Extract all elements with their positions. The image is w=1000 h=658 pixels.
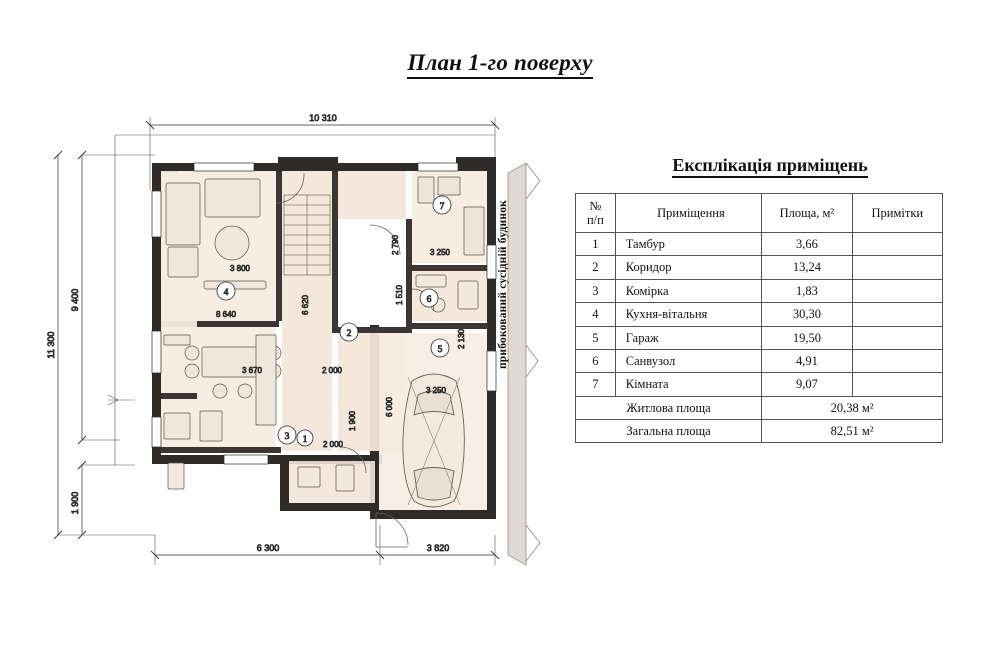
cell-number: 1: [576, 233, 616, 256]
dim-bath-w: 2 130: [457, 328, 466, 350]
cell-number: 2: [576, 256, 616, 279]
table-header-row: [576, 194, 943, 233]
dim-bath-h: 1 510: [395, 284, 404, 306]
dim-kitchen-h: 8 640: [215, 310, 237, 319]
cell-area: 4,91: [762, 349, 853, 372]
table-row: [576, 233, 943, 256]
cell-note: [852, 349, 942, 372]
cell-area: 3,66: [762, 233, 853, 256]
room-marker-6: 6: [426, 295, 432, 305]
floor-plan-drawing: [40, 95, 570, 575]
dim-left-overall: 11 300: [46, 331, 56, 359]
summary-label: Житлова площа: [576, 396, 762, 419]
dim-room7-w: 3 250: [429, 248, 451, 257]
header-number-top: №: [589, 198, 602, 213]
exposition-title-text: Експлікація приміщень: [672, 155, 867, 178]
cell-number: 7: [576, 373, 616, 396]
table-row: [576, 326, 943, 349]
cell-area: 30,30: [762, 303, 853, 326]
cell-number: 6: [576, 349, 616, 372]
dim-bottom-right: 3 820: [426, 543, 450, 553]
table-row: [576, 303, 943, 326]
cell-room: Кімната: [615, 373, 761, 396]
dim-kitchen-w: 3 800: [229, 264, 251, 273]
header-notes: Примітки: [852, 194, 942, 233]
dim-garage-car: 3 250: [425, 386, 447, 395]
table-head: [576, 194, 943, 233]
cell-note: [852, 303, 942, 326]
table-row: [576, 373, 943, 396]
summary-label: Загальна площа: [576, 420, 762, 443]
dim-corridor-h: 6 620: [301, 294, 310, 316]
dim-store-w: 2 000: [322, 440, 344, 449]
dim-room7-h: 2 790: [391, 234, 400, 256]
summary-row: [576, 420, 943, 443]
summary-value: 82,51 м²: [762, 420, 943, 443]
cell-room: Тамбур: [615, 233, 761, 256]
summary-row: [576, 396, 943, 419]
neighbour-house-label: прибокований сусідній будинок: [497, 200, 509, 370]
dim-store-h: 1 900: [348, 410, 357, 432]
table-row: [576, 279, 943, 302]
room-marker-3: 3: [284, 432, 290, 442]
cell-number: 4: [576, 303, 616, 326]
table-row: [576, 256, 943, 279]
cell-room: Гараж: [615, 326, 761, 349]
page-title: [0, 50, 1000, 76]
cell-note: [852, 233, 942, 256]
room-marker-1: 1: [302, 435, 308, 445]
cell-room: Кухня-вітальня: [615, 303, 761, 326]
header-area: Площа, м²: [762, 194, 853, 233]
cell-note: [852, 279, 942, 302]
dim-bottom-left: 6 300: [256, 543, 280, 553]
cell-note: [852, 256, 942, 279]
dim-inner-a: 3 670: [241, 366, 263, 375]
room-marker-4: 4: [223, 288, 229, 298]
dim-left-inner: 9 400: [70, 288, 80, 312]
cell-number: 5: [576, 326, 616, 349]
exposition-title: [575, 155, 965, 176]
cell-room: Комірка: [615, 279, 761, 302]
cell-area: 13,24: [762, 256, 853, 279]
table-body: [576, 233, 943, 443]
cell-area: 1,83: [762, 279, 853, 302]
cell-area: 9,07: [762, 373, 853, 396]
table-row: [576, 349, 943, 372]
page-title-text: План 1-го поверху: [407, 50, 592, 79]
cell-room: Коридор: [615, 256, 761, 279]
cell-note: [852, 326, 942, 349]
summary-value: 20,38 м²: [762, 396, 943, 419]
dim-left-bottom: 1 900: [70, 491, 80, 515]
cell-room: Санвузол: [615, 349, 761, 372]
dim-inner-b: 2 000: [321, 366, 343, 375]
room-marker-5: 5: [437, 345, 443, 355]
exposition-table: [575, 193, 943, 443]
room-marker-2: 2: [346, 329, 352, 339]
cell-note: [852, 373, 942, 396]
header-number: [576, 194, 616, 233]
cell-area: 19,50: [762, 326, 853, 349]
dim-garage-h: 6 000: [385, 396, 394, 418]
room-marker-7: 7: [439, 202, 445, 212]
cell-number: 3: [576, 279, 616, 302]
header-room: Приміщення: [615, 194, 761, 233]
header-number-sub: п/п: [586, 213, 604, 227]
dim-top-overall: 10 310: [309, 113, 337, 123]
